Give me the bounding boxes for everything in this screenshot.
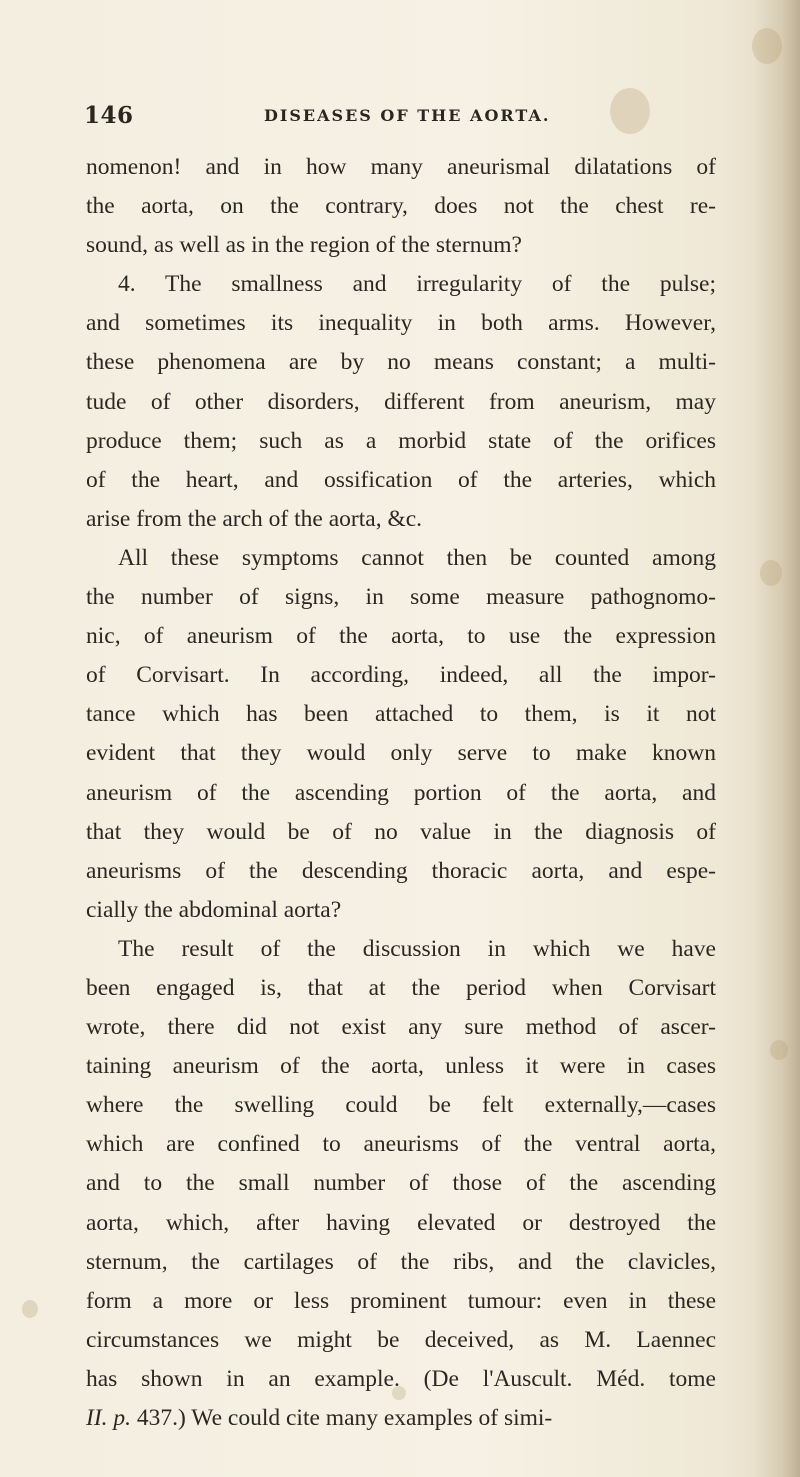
text-line: taining aneurism of the aorta, unless it were in cases [86,1053,716,1080]
text-line: aorta, which, after having elevated or destroyed the [86,1209,716,1236]
text-line: All these symptoms cannot then be counted among [118,544,716,571]
foxing-stain [22,1300,38,1318]
body-text [86,148,716,1438]
text-line: the aorta, on the contrary, does not the chest re- [86,193,716,220]
text-line: and to the small number of those of the ascending [86,1170,716,1197]
text-line: arise from the arch of the aorta, &c. [86,505,423,532]
text-line: tance which has been attached to them, is it not [86,701,716,728]
text-line-last [86,1399,716,1438]
page-edge-shadow [754,0,800,1477]
text-line: produce them; such as a morbid state of the orifices [86,427,716,454]
text-line: nic, of aneurism of the aorta, to use the expression [86,623,716,650]
text-line: evident that they would only serve to make known [86,740,716,767]
text-line: has shown in an example. (De l'Auscult. Méd. tome [86,1365,716,1392]
text-line: of the heart, and ossification of the arteries, which [86,466,716,493]
foxing-stain [752,28,782,64]
text-line: aneurisms of the descending thoracic aorta, and espe- [86,857,716,884]
text-line: sternum, the cartilages of the ribs, and the clavicles, [86,1248,716,1275]
text-line: and sometimes its inequality in both arms. However, [86,310,716,337]
citation-italic: II. p. [86,1405,132,1431]
text-line: circumstances we might be deceived, as M. Laennec [86,1326,716,1353]
text-line: 4. The smallness and irregularity of the pulse; [118,271,716,298]
text-line: where the swelling could be felt externally,—cases [86,1092,716,1119]
text-line: tude of other disorders, different from aneurism, may [86,388,716,415]
text-line: sound, as well as in the region of the sternum? [86,232,522,259]
text-line: been engaged is, that at the period when Corvisart [86,974,716,1001]
page-number: 146 [84,102,134,129]
page-header [84,92,704,132]
text-line: cially the abdominal aorta? [86,896,342,923]
text-line: of Corvisart. In according, indeed, all the impor- [86,662,716,689]
text-line: that they would be of no value in the diagnosis of [86,818,716,845]
text-line: these phenomena are by no means constant; a multi- [86,349,716,376]
foxing-stain [760,560,782,586]
text-line: The result of the discussion in which we have [118,935,716,962]
citation-rest: 437.) We could cite many examples of simi- [131,1405,553,1431]
text-line: aneurism of the ascending portion of the aorta, and [86,779,716,806]
text-line: the number of signs, in some measure pathognomo- [86,584,716,611]
text-line: form a more or less prominent tumour: even in these [86,1287,716,1314]
foxing-stain [770,1040,788,1060]
text-line: which are confined to aneurisms of the ventral aorta, [86,1131,716,1158]
text-line: wrote, there did not exist any sure method of ascer- [86,1014,716,1041]
running-head: DISEASES OF THE AORTA. [264,106,551,125]
text-line: nomenon! and in how many aneurismal dilatations of [86,154,716,180]
